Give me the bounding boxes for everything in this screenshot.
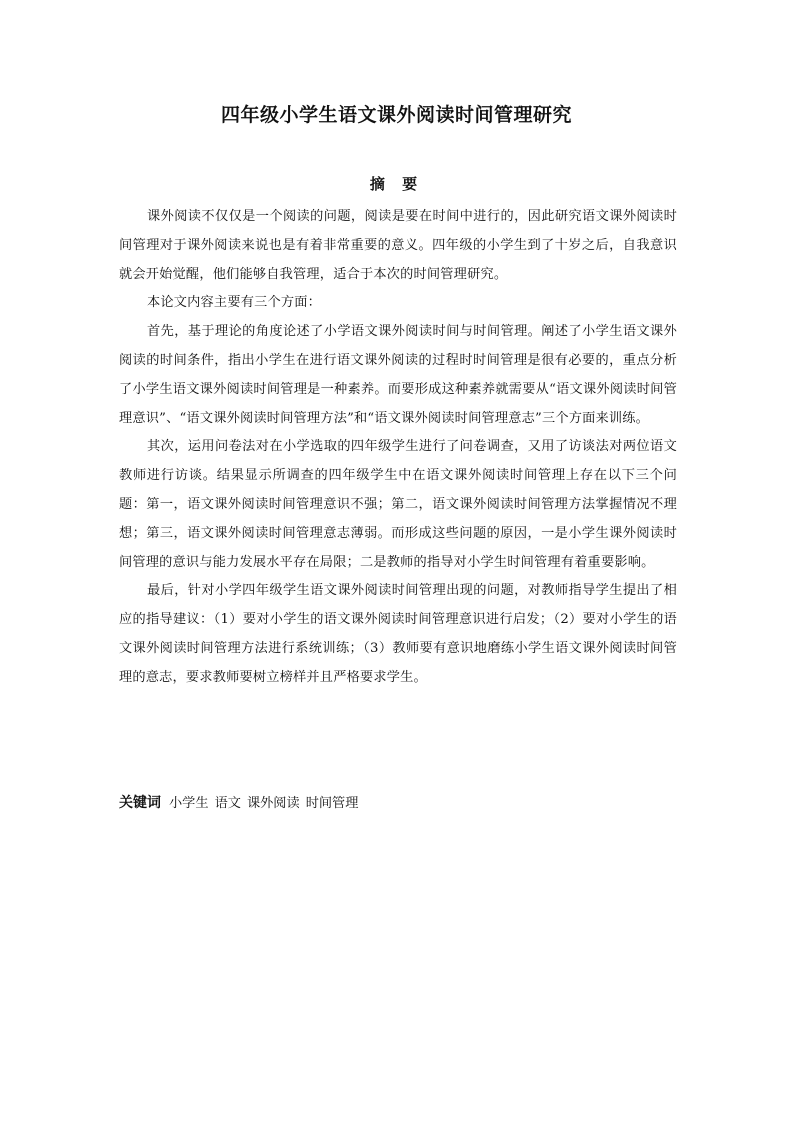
keywords-line bbox=[119, 790, 677, 817]
keyword: 时间管理 bbox=[305, 796, 359, 811]
abstract-paragraph: 课外阅读不仅仅是一个阅读的问题，阅读是要在时间中进行的，因此研究语文课外阅读时间管理对于课外阅读来说也是有着非常重要的意义。四年级的小学生到了十岁之后，自我意识就会开始觉醒，他们能够自我管理，适合于本次的时间管理研究。 bbox=[119, 209, 677, 282]
abstract-paragraph: 其次，运用问卷法对在小学选取的四年级学生进行了问卷调查，又用了访谈法对两位语文教师进行访谈。结果显示所调查的四年级学生中在语文课外阅读时间管理上存在以下三个问题：第一，语文课外阅读时间管理意识不强；第二，语文课外阅读时间管理方法掌握情况不理想；第三，语文课外阅读时间管理意志薄弱。而形成这些问题的原因，一是小学生课外阅读时间管理的意识与能力发展水平存在局限；二是教师的指导对小学生时间管理有着重要影响。 bbox=[119, 439, 677, 570]
abstract-paragraph: 最后，针对小学四年级学生语文课外阅读时间管理出现的问题，对教师指导学生提出了相应的指导建议：（1）要对小学生的语文课外阅读时间管理意识进行启发；（2）要对小学生的语文课外阅读时间管理方法进行系统训练；（3）教师要有意识地磨练小学生语文课外阅读时间管理的意志，要求教师要树立榜样并且严格要求学生。 bbox=[119, 583, 677, 685]
abstract-paragraph: 首先，基于理论的角度论述了小学语文课外阅读时间与时间管理。阐述了小学生语文课外阅读的时间条件，指出小学生在进行语文课外阅读的过程时时间管理是很有必要的，重点分析了小学生语文课外阅读时间管理是一种素养。而要形成这种素养就需要从“语文课外阅读时间管理意识”、“语文课外阅读时间管理方法”和“语文课外阅读时间管理意志”三个方面来训练。 bbox=[119, 324, 677, 426]
abstract-paragraph: 本论文内容主要有三个方面： bbox=[147, 295, 322, 311]
abstract-heading: 摘 要 bbox=[369, 175, 424, 193]
keyword: 小学生 bbox=[169, 796, 209, 811]
keyword: 课外阅读 bbox=[246, 796, 300, 811]
keywords-label: 关键词 bbox=[119, 795, 161, 811]
document-title: 四年级小学生语文课外阅读时间管理研究 bbox=[220, 104, 572, 126]
abstract-body bbox=[119, 203, 677, 693]
keyword: 语文 bbox=[214, 796, 241, 811]
